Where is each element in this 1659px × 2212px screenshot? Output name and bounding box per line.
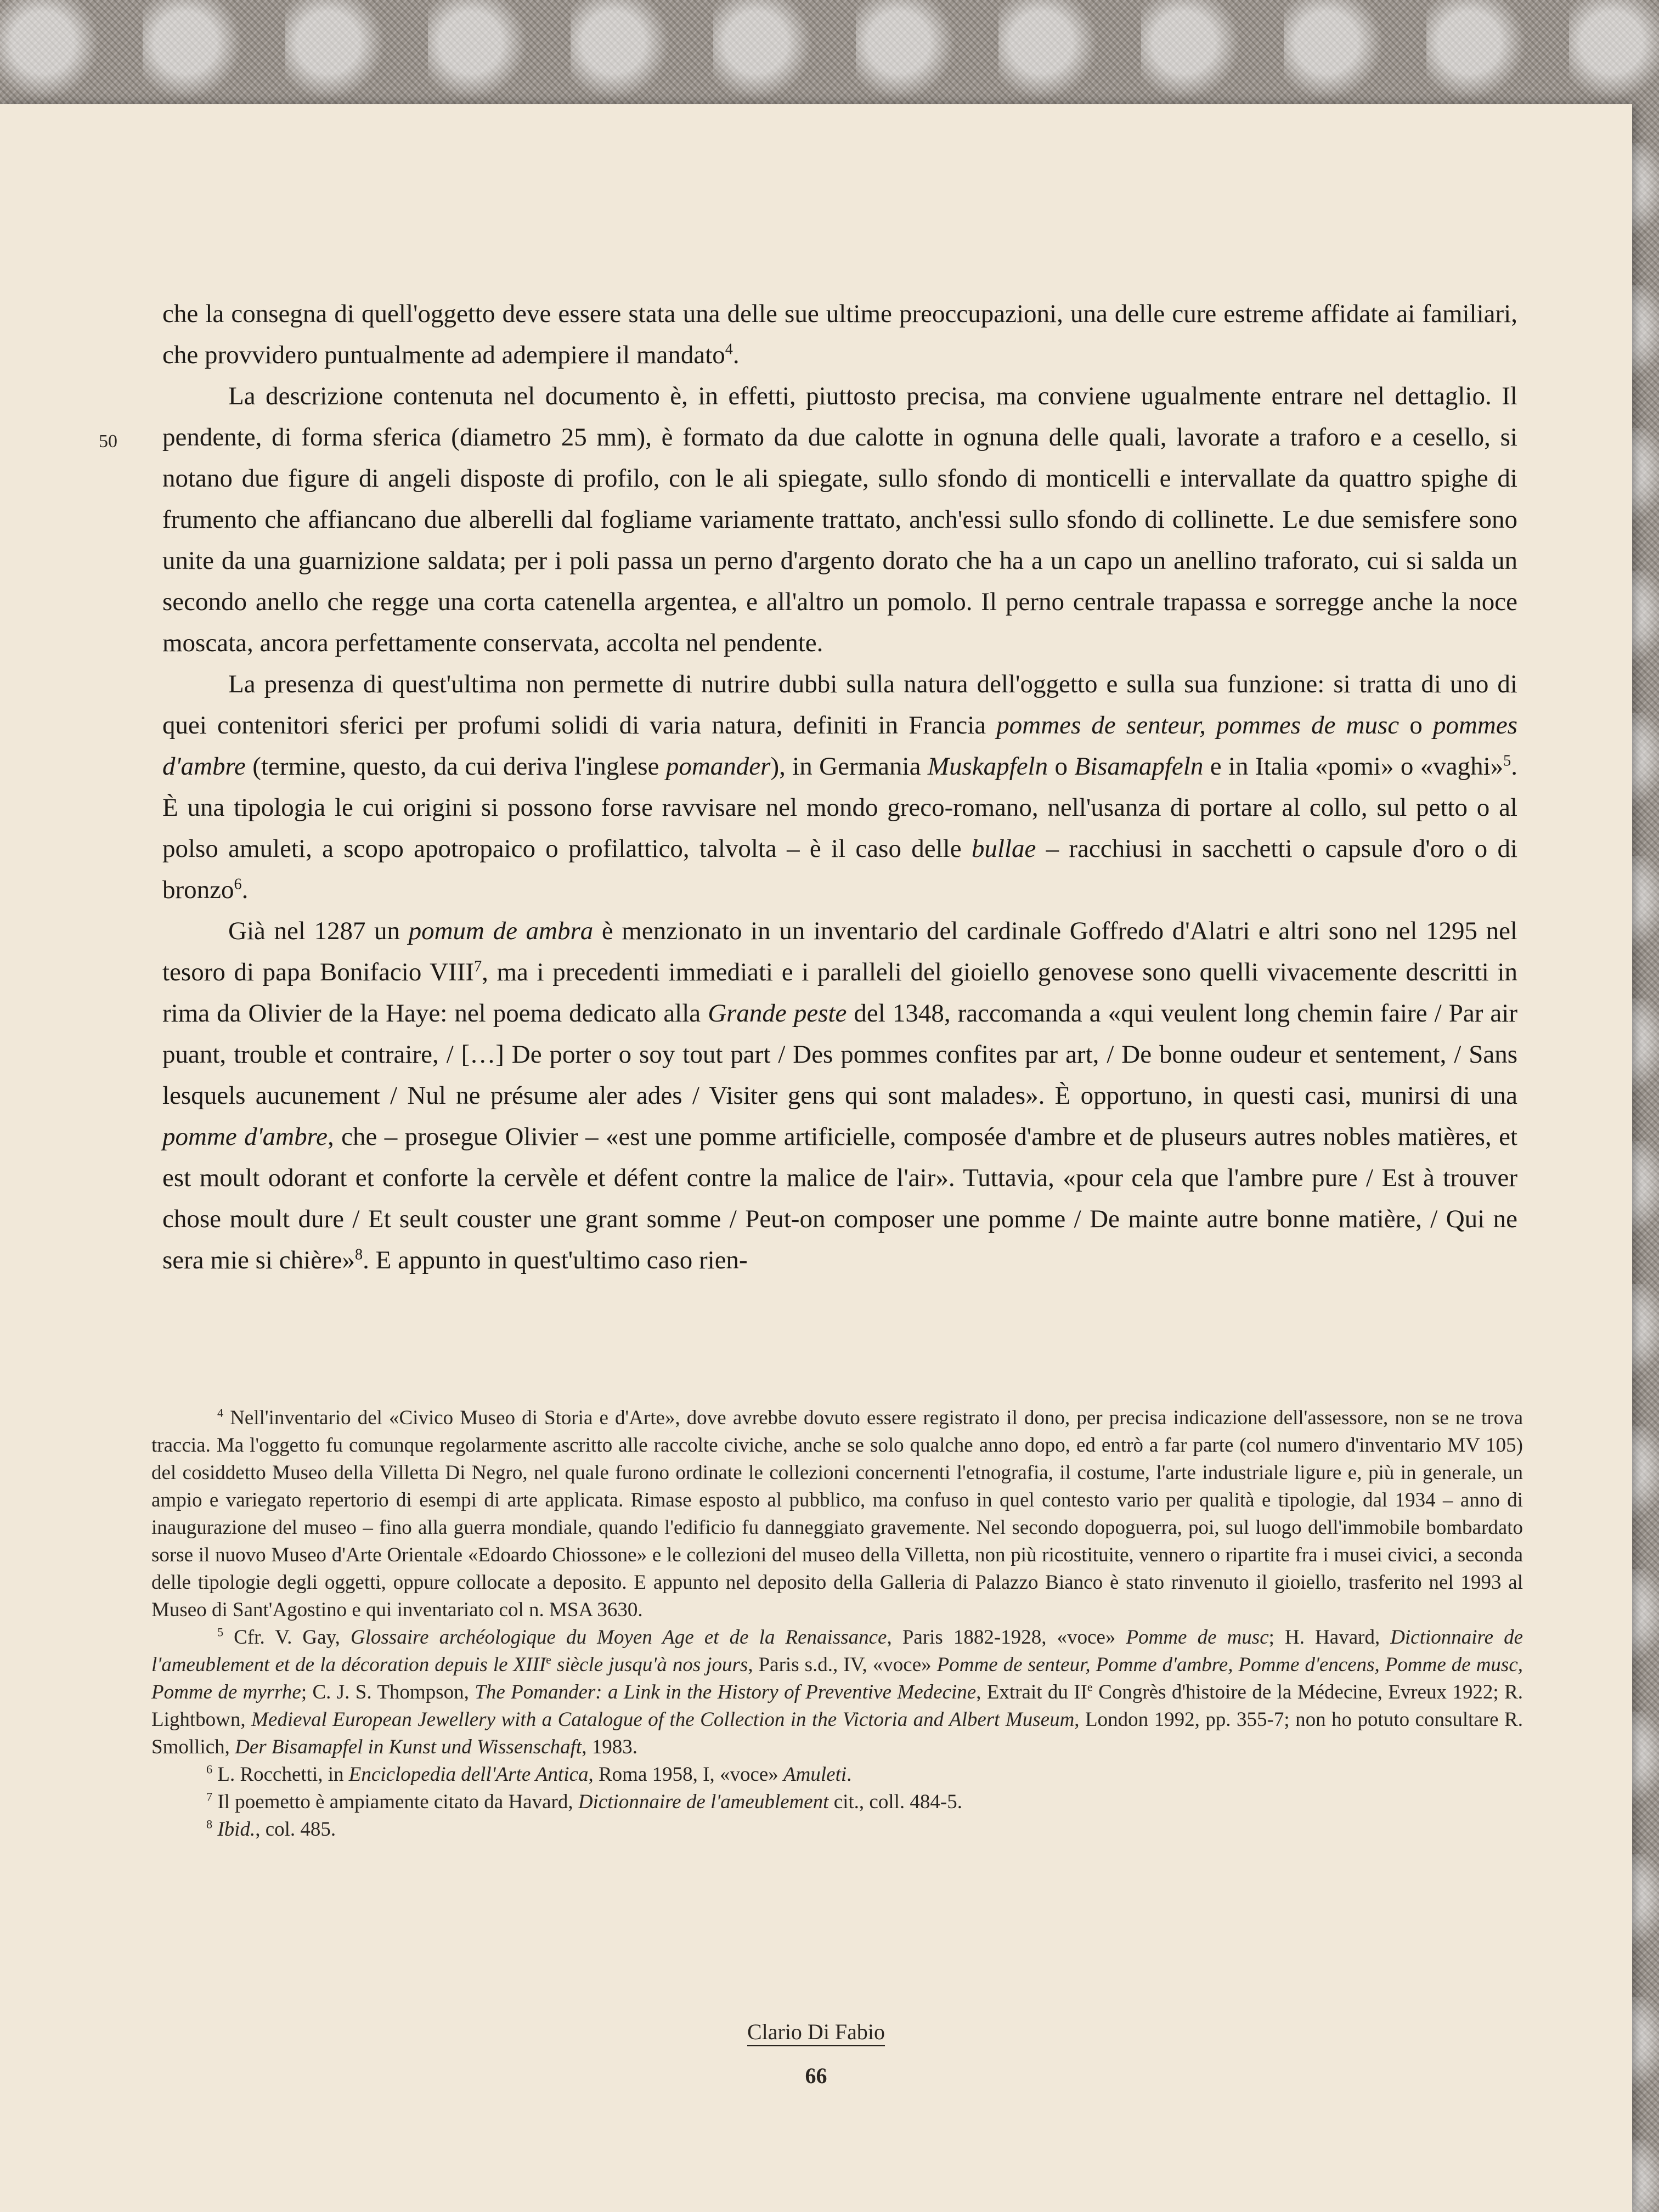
fn5-italic-dictionnaire: Dictionnaire de l'ameublement et de la décoration depuis le XIII [151, 1626, 1523, 1676]
footnote-4-number: 4 [217, 1406, 224, 1420]
fn5-text-g: Congrès d'histoire de la Médecine, Evreux 1922; R. Lightbown, [151, 1681, 1523, 1731]
fn6-italic-enciclopedia: Enciclopedia dell'Arte Antica [348, 1763, 589, 1786]
p3-text-c: (termine, questo, da cui deriva l'inglese [245, 752, 666, 781]
p4-text-c: , ma i precedenti immediati e i paralleli del gioiello genovese sono quelli vivacemente descritti in rima da Olivier de la Haye: nel poema dedicato alla [162, 958, 1517, 1028]
main-text [162, 294, 1517, 1281]
fn6-text-b: , Roma 1958, I, «voce» [588, 1763, 784, 1786]
fn6-text-end: . [847, 1763, 852, 1786]
fn5-superscript-e2: e [1087, 1680, 1093, 1694]
fn5-italic-jewellery: Medieval European Jewellery with a Catalogue of the Collection in the Victoria and Albert Museum [251, 1708, 1075, 1731]
fn5-text-a: Cfr. V. Gay, [223, 1626, 351, 1649]
p3-text-d: ), in Germania [770, 752, 928, 781]
page-number: 66 [805, 2063, 827, 2088]
margin-line-number: 50 [99, 431, 117, 452]
p3-text-a: La presenza di quest'ultima non permette di nutrire dubbi sulla natura dell'oggetto e sulla sua funzione: si tratta di uno di quei contenitori sferici per profumi solidi di varia natura, definiti in Francia [162, 670, 1517, 740]
fn5-text-b: , Paris 1882-1928, «voce» [887, 1626, 1126, 1649]
footnote-7-number: 7 [206, 1790, 213, 1804]
footnote-7 [151, 1788, 1523, 1816]
p3-text-e: o [1048, 752, 1075, 781]
fn8-italic-ibid: Ibid. [217, 1818, 256, 1841]
running-footer-author [0, 2019, 1632, 2045]
fn5-italic-pommes-list: Pomme de senteur, Pomme d'ambre, Pomme d'encens, Pomme de musc, Pomme de myrrhe [151, 1654, 1523, 1703]
footnote-ref-5: 5 [1503, 752, 1511, 770]
fn7-text-a: Il poemetto è ampiamente citato da Havard, [212, 1791, 578, 1813]
fn7-italic-dictionnaire: Dictionnaire de l'ameublement [578, 1791, 829, 1813]
footnote-ref-7: 7 [474, 958, 482, 975]
paragraph-4 [162, 911, 1517, 1281]
p3-italic-bisamapfeln: Bisamapfeln [1074, 752, 1204, 781]
p3-text-b: o [1399, 711, 1433, 740]
p3-italic-pommes-ambre: pommes d'ambre [162, 711, 1517, 781]
fn7-text-end: cit., coll. 484-5. [828, 1791, 962, 1813]
paragraph-1 [162, 294, 1517, 376]
p4-text-d: del 1348, raccomanda a «qui veulent long chemin faire / Par air puant, trouble et contraire, / […] De porter o soy tout part / Des pommes confites par art, / De bonne oudeur et sentement, / Sans lesquels aucunement / Nul ne présume aler ades / Visiter gens qui sont malades». È opportuno, in questi casi, munirsi di una [162, 999, 1517, 1110]
fn5-italic-glossaire: Glossaire archéologique du Moyen Age et de la Renaissance [351, 1626, 887, 1649]
paragraph-3 [162, 664, 1517, 911]
fn5-superscript-e: e [546, 1652, 551, 1667]
footnote-4 [151, 1404, 1523, 1624]
footnote-4-text: Nell'inventario del «Civico Museo di Storia e d'Arte», dove avrebbe dovuto essere registrato il dono, per precisa indicazione dell'assessore, non se ne trova traccia. Ma l'oggetto fu comunque regolarmente ascritto alle raccolte civiche, anche se solo qualche anno dopo, ed entrò a far parte (col numero d'inventario MV 105) del cosiddetto Museo della Villetta Di Negro, nel quale furono ordinate le collezioni concernenti l'etnografia, il costume, l'arte industriale ligure e, più in generale, un ampio e variegato repertorio di esempi di arte applicata. Rimase esposto al pubblico, ma confuso in quel contesto vario per qualità e tipologie, dal 1934 – anno di inaugurazione del museo – fino alla guerra mondiale, quando l'edificio fu danneggiato gravemente. Nel secondo dopoguerra, poi, sul luogo dell'immobile bombardato sorse il nuovo Museo d'Arte Orientale «Edoardo Chiossone» e le collezioni del museo della Villetta, non più ricostituite, vennero o ripartite fra i musei civici, a seconda delle tipologie degli oggetti, oppure collocate a deposito. E appunto nel deposito della Galleria di Palazzo Bianco è stato rinvenuto il gioiello, trasferito nel 1993 al Museo di Sant'Agostino e qui inventariato col n. MSA 3630. [151, 1407, 1523, 1621]
p4-text-a: Già nel 1287 un [228, 917, 409, 945]
fn5-text-e: ; C. J. S. Thompson, [301, 1681, 475, 1703]
footnote-8-number: 8 [206, 1817, 213, 1831]
author-name: Clario Di Fabio [747, 2019, 885, 2046]
fn5-italic-bisamapfel: Der Bisamapfel in Kunst und Wissenschaft [235, 1736, 582, 1758]
p4-italic-grande-peste: Grande peste [708, 999, 847, 1028]
fn5-text-f: , Extrait du II [976, 1681, 1087, 1703]
paragraph-1-text: che la consegna di quell'oggetto deve essere stata una delle sue ultime preoccupazioni, una delle cure estreme affidate ai familiari, che provvidero puntualmente ad adempiere il mandato [162, 300, 1517, 369]
fn8-text-end: , col. 485. [255, 1818, 336, 1841]
p4-italic-pomum-de-ambra: pomum de ambra [408, 917, 594, 945]
fn5-italic-pomander: The Pomander: a Link in the History of Preventive Medecine [475, 1681, 977, 1703]
p3-text-end: . [241, 876, 249, 904]
fn5-text-c: ; H. Havard, [1268, 1626, 1391, 1649]
footnotes [151, 1404, 1523, 1843]
footnote-6-number: 6 [206, 1762, 213, 1776]
fn5-text-h: , London 1992, pp. 355-7; non ho potuto consultare R. Smollich, [151, 1708, 1523, 1758]
p4-text-e: , che – prosegue Olivier – «est une pomme artificielle, composée d'ambre et de pluseurs autres nobles matières, et est moult odorant et conforte la cervèle et défent contre la malice de l'air». Tuttavia, «pour cela que l'ambre pure / Est à trouver chose moult dure / Et seult couster une grant somme / Peut-on composer une pomme / De mainte autre bonne matière, / Qui ne sera mie si chière» [162, 1122, 1517, 1274]
fn6-italic-amuleti: Amuleti [783, 1763, 847, 1786]
footnote-8 [151, 1816, 1523, 1843]
footnote-ref-8: 8 [355, 1246, 363, 1263]
footnote-6 [151, 1761, 1523, 1788]
p3-italic-pomander: pomander [665, 752, 771, 781]
p4-text-f: . E appunto in quest'ultimo caso rien- [363, 1246, 748, 1274]
p3-text-h: – racchiusi in sacchetti o capsule d'oro o di bronzo [162, 834, 1517, 904]
p3-italic-bullae: bullae [971, 834, 1036, 863]
fn5-italic-pomme-musc: Pomme de musc [1126, 1626, 1269, 1649]
footnote-ref-4: 4 [725, 341, 733, 358]
p4-text-b: è menzionato in un inventario del cardinale Goffredo d'Alatri e altri sono nel 1295 nel tesoro di papa Bonifacio VIII [162, 917, 1517, 986]
p3-italic-muskapfeln: Muskapfeln [927, 752, 1048, 781]
p3-text-f: e in Italia «pomi» o «vaghi» [1203, 752, 1504, 781]
fn5-italic-dictionnaire-b: siècle jusqu'à nos jours [551, 1654, 748, 1676]
paragraph-1-end: . [732, 341, 740, 369]
fn5-text-end: , 1983. [582, 1736, 637, 1758]
footnote-ref-6: 6 [234, 876, 242, 893]
paragraph-2: La descrizione contenuta nel documento è, in effetti, piuttosto precisa, ma conviene ugualmente entrare nel dettaglio. Il pendente, di forma sferica (diametro 25 mm), è formato da due calotte in ognuna delle quali, lavorate a traforo e a cesello, si notano due figure di angeli disposte di profilo, con le ali spiegate, sullo sfondo di monticelli e intervallate da quattro spighe di frumento che affiancano due alberelli dal fogliame variamente trattato, anch'essi sullo sfondo di collinette. Le due semisfere sono unite da una guarnizione saldata; per i poli passa un perno d'argento dorato che ha a un capo un anellino traforato, cui si salda un secondo anello che regge una corta catenella argentea, e all'altro un pomolo. Il perno centrale trapassa e sorregge anche la noce moscata, ancora perfettamente conservata, accolta nel pendente. [162, 382, 1517, 657]
p3-text-g: . È una tipologia le cui origini si possono forse ravvisare nel mondo greco-romano, nell'usanza di portare al collo, sul petto o al polso amuleti, a scopo apotropaico o profilattico, talvolta – è il caso delle [162, 752, 1517, 863]
footnote-5 [151, 1624, 1523, 1761]
p4-italic-pomme-ambre: pomme d'ambre [162, 1122, 328, 1151]
p3-italic-pommes-senteur: pommes de senteur, pommes de musc [996, 711, 1400, 740]
footnote-5-number: 5 [217, 1625, 224, 1639]
fn6-text-a: L. Rocchetti, in [212, 1763, 349, 1786]
fn5-text-d: , Paris s.d., IV, «voce» [748, 1654, 937, 1676]
